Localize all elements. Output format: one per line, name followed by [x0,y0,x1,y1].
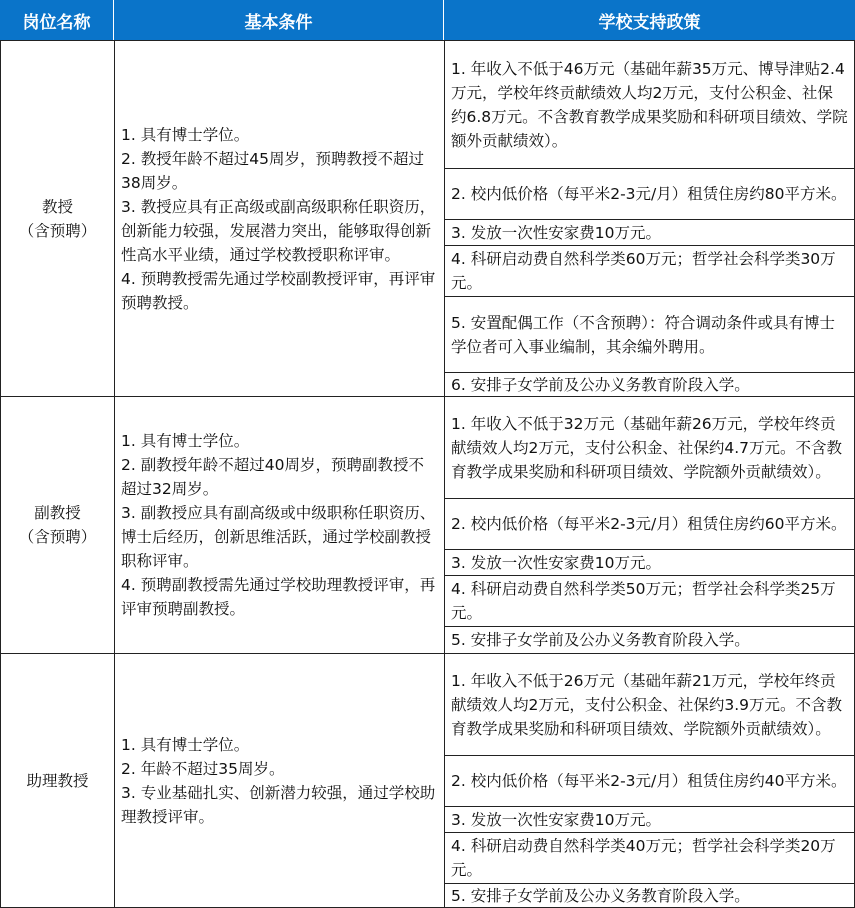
row-assistant-position [0,653,115,908]
policy-text: 1. 年收入不低于46万元（基础年薪35万元、博导津贴2.4万元，学校年终贡献绩效人均2万元，支付公积金、社保约6.8万元。不含教育教学成果奖励和科研项目绩效、学院额外贡献绩效）。 [451,59,848,150]
condition-item: 1. 具有博士学位。 [121,432,250,450]
policy-item [444,498,855,550]
header-position: 岗位名称 [0,0,114,40]
policy-text: 5. 安排子女学前及公办义务教育阶段入学。 [451,886,750,905]
row-associate-position [0,396,115,654]
policy-text: 5. 安排子女学前及公办义务教育阶段入学。 [451,631,750,649]
policy-text: 1. 年收入不低于32万元（基础年薪26万元，学校年终贡献绩效人均2万元，支付公积金、社保约4.7万元。不含教育教学成果奖励和科研项目绩效、学院额外贡献绩效）。 [451,414,843,481]
policy-item [444,168,855,220]
condition-item: 4. 预聘教授需先通过学校副教授评审，再评审预聘教授。 [121,269,436,312]
policy-text: 1. 年收入不低于26万元（基础年薪21万元，学校年终贡献绩效人均2万元，支付公积金、社保约3.9万元。不含教育教学成果奖励和科研项目绩效、学院额外贡献绩效）。 [451,671,843,738]
policy-item [444,219,855,246]
header-policies: 学校支持政策 [444,0,855,40]
row-assistant-conditions [114,653,445,908]
condition-item: 2. 副教授年龄不超过40周岁，预聘副教授不超过32周岁。 [121,456,424,498]
policy-item [444,372,855,397]
condition-item: 4. 预聘副教授需先通过学校助理教授评审，再评审预聘副教授。 [121,576,436,618]
condition-item: 2. 教授年龄不超过45周岁，预聘教授不超过38周岁。 [121,149,424,192]
position-note: （含预聘） [18,528,97,546]
policy-item [444,832,855,884]
policy-text: 3. 发放一次性安家费10万元。 [451,810,661,829]
policy-text: 5. 安置配偶工作（不含预聘）：符合调动条件或具有博士学位者可入事业编制，其余编外聘用。 [451,313,835,356]
position-note: （含预聘） [18,221,97,240]
policy-item [444,575,855,627]
position-title: 助理教授 [26,771,89,790]
policy-item [444,245,855,297]
condition-item: 1. 具有博士学位。 [121,125,250,144]
policy-text: 3. 发放一次性安家费10万元。 [451,223,661,242]
policy-item [444,626,855,654]
position-title: 教授 [41,197,73,216]
policy-text: 2. 校内低价格（每平米2-3元/月）租赁住房约60平方米。 [451,515,847,533]
policy-item [444,549,855,576]
policy-text: 2. 校内低价格（每平米2-3元/月）租赁住房约40平方米。 [451,772,847,790]
policy-item [444,396,855,499]
policy-text: 4. 科研启动费自然科学类40万元；哲学社会科学类20万元。 [451,837,836,879]
policy-text: 3. 发放一次性安家费10万元。 [451,553,661,572]
condition-item: 3. 副教授应具有副高级或中级职称任职资历、博士后经历，创新思维活跃，通过学校副教授职称评审。 [121,504,436,570]
policy-item [444,806,855,833]
policy-text: 2. 校内低价格（每平米2-3元/月）租赁住房约80平方米。 [451,185,847,203]
condition-item: 3. 专业基础扎实、创新潜力较强，通过学校助理教授评审。 [121,783,436,826]
row-associate-conditions [114,396,445,654]
policy-item [444,40,855,169]
policy-text: 4. 科研启动费自然科学类50万元；哲学社会科学类25万元。 [451,580,836,622]
policy-text: 4. 科研启动费自然科学类60万元；哲学社会科学类30万元。 [451,250,836,292]
policy-item [444,883,855,908]
row-professor-position [0,40,115,397]
policy-item [444,755,855,807]
policy-item [444,653,855,756]
policy-text: 6. 安排子女学前及公办义务教育阶段入学。 [451,375,750,394]
policy-item [444,296,855,373]
position-title: 副教授 [34,504,81,522]
header-conditions: 基本条件 [114,0,444,40]
row-professor-conditions [114,40,445,397]
condition-item: 2. 年龄不超过35周岁。 [121,759,285,778]
condition-item: 1. 具有博士学位。 [121,735,250,754]
condition-item: 3. 教授应具有正高级或副高级职称任职资历，创新能力较强，发展潜力突出，能够取得创新性高水平业绩，通过学校教授职称评审。 [121,197,436,264]
